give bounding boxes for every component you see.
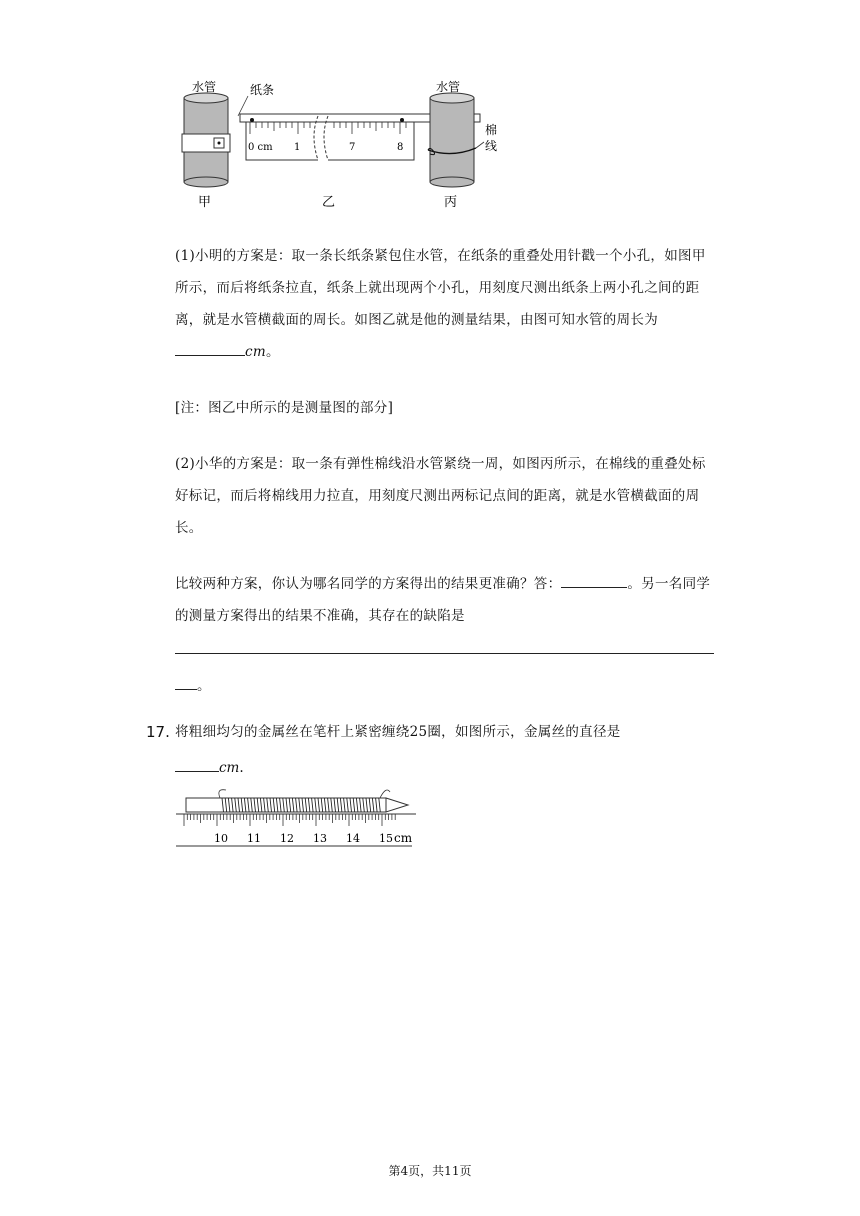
question16-compare-b: 。另一名同学的测量方案得出的结果不准确，其存在的缺陷是 bbox=[175, 576, 711, 624]
question16-tail-end: 。 bbox=[197, 678, 211, 694]
scale-tick-15: 15 bbox=[379, 832, 393, 845]
label-pipe-right: 水管 bbox=[436, 80, 461, 94]
question16-compare bbox=[175, 568, 715, 632]
ruler-tick-8: 8 bbox=[397, 142, 404, 153]
question17-text: 将粗细均匀的金属丝在笔杆上紧密缠绕25圈，如图所示，金属丝的直径是 bbox=[175, 724, 621, 740]
question16-part1-text: (1)小明的方案是：取一条长纸条紧包住水管，在纸条的重叠处用针戳一个小孔，如图甲所示，而后将纸条拉直，纸条上就出现两个小孔，用刻度尺测出纸条上两小孔之间的距离，就是水管横截面的周长。如图乙就是他的测量结果，由图可知水管的周长为 bbox=[175, 248, 706, 328]
pipe-left-drawing bbox=[182, 93, 230, 187]
question16-part2: (2)小华的方案是：取一条有弹性棉线沿水管紧绕一周，如图丙所示，在棉线的重叠处标好标记，而后将棉线用力拉直，用刻度尺测出两标记点间的距离，就是水管横截面的周长。 bbox=[175, 456, 706, 536]
unit-cm: cm bbox=[245, 344, 266, 360]
answer-blank-circumference[interactable] bbox=[175, 341, 245, 356]
question17-number: 17. bbox=[146, 723, 170, 741]
scale-tick-14: 14 bbox=[346, 832, 360, 845]
caption-bing: 丙 bbox=[444, 195, 458, 210]
answer-blank-who[interactable] bbox=[561, 573, 627, 588]
figure-pipe-measurement bbox=[178, 76, 508, 212]
question16-note: [注：图乙中所示的是测量图的部分] bbox=[175, 400, 394, 416]
ruler-tick-1: 1 bbox=[294, 142, 301, 153]
scale-tick-11: 11 bbox=[247, 832, 261, 845]
pipe-right-drawing bbox=[428, 93, 484, 187]
scale-tick-12: 12 bbox=[280, 832, 294, 845]
scale-tick-13: 13 bbox=[313, 832, 327, 845]
figure-wire-coil bbox=[176, 784, 416, 848]
label-cotton-thread-2: 线 bbox=[485, 139, 498, 153]
question17-answer bbox=[175, 752, 244, 784]
label-pipe-left: 水管 bbox=[192, 80, 217, 94]
answer-blank-diameter[interactable] bbox=[175, 757, 219, 772]
page-footer: 第4页，共11页 bbox=[388, 1164, 472, 1178]
caption-yi: 乙 bbox=[322, 195, 336, 210]
label-paper-strip: 纸条 bbox=[250, 83, 275, 97]
question17-end: . bbox=[239, 760, 244, 776]
question16-tail bbox=[175, 670, 211, 702]
ruler-tick-0: 0 cm bbox=[248, 142, 273, 153]
answer-blank-defect[interactable] bbox=[175, 653, 714, 654]
ruler-tick-7: 7 bbox=[349, 142, 356, 153]
question16-part1 bbox=[175, 240, 715, 368]
unit-cm-2: cm bbox=[219, 760, 240, 776]
scale-tick-10: 10 bbox=[214, 832, 228, 845]
answer-blank-defect-end[interactable] bbox=[175, 675, 197, 690]
question16-compare-a: 比较两种方案，你认为哪名同学的方案得出的结果更准确？答： bbox=[175, 576, 562, 592]
label-cotton-thread-1: 棉 bbox=[485, 123, 498, 137]
caption-jia: 甲 bbox=[198, 195, 212, 210]
scale-unit-cm: cm bbox=[394, 831, 413, 845]
question16-part1-end: 。 bbox=[265, 344, 280, 360]
